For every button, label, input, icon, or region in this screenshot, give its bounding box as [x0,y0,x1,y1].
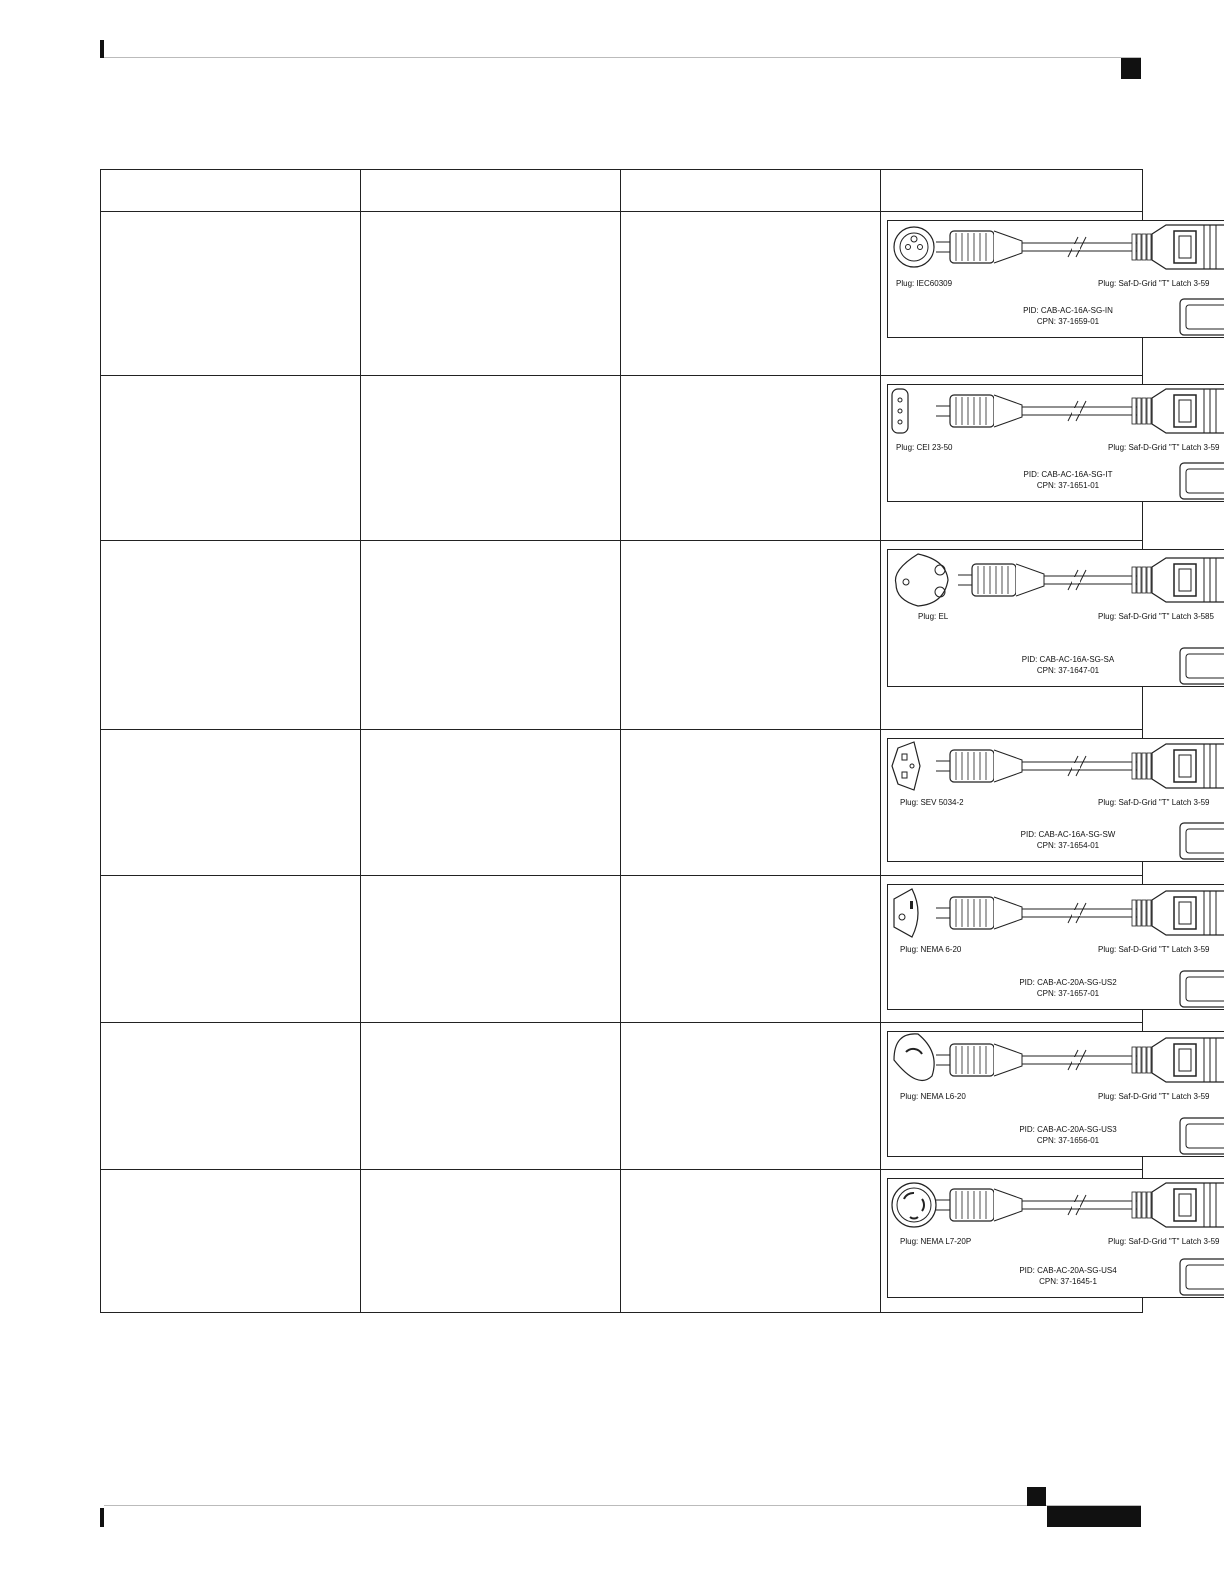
table-cell-2 [361,541,621,730]
pid-text: PID: CAB-AC-16A-SG-SW [1020,830,1116,839]
table-row [101,730,1143,876]
table-row [101,212,1143,376]
product-id-block [943,1124,1193,1146]
table-cell-1 [101,730,361,876]
pid-text: PID: CAB-AC-20A-SG-US3 [1019,1125,1117,1134]
connector-type-label: Plug: Saf-D-Grid "T" Latch 3-59 [1108,1237,1220,1246]
table-cell-2 [361,1023,621,1170]
pid-text: PID: CAB-AC-16A-SG-SA [1021,655,1115,664]
power-cord-table [100,169,1220,1313]
pid-text: PID: CAB-AC-20A-SG-US2 [1019,978,1117,987]
table-cell-3 [621,541,881,730]
table-cell-2 [361,730,621,876]
table-cell-2 [361,212,621,376]
header-cell-2 [361,170,621,212]
table-cell-3 [621,1023,881,1170]
power-cord-image-cell [881,876,1210,1023]
connector-type-label: Plug: Saf-D-Grid "T" Latch 3-59 [1098,945,1210,954]
plug-type-label: Plug: EL [918,612,949,621]
table-cell-1 [101,376,361,541]
table-row [101,541,1143,730]
pid-text: PID: CAB-AC-16A-SG-IT [1023,470,1113,479]
power-cord-illustration [887,384,1224,502]
table-cell-1 [101,541,361,730]
header-rule [104,57,1141,58]
footer-page-bar [1047,1506,1141,1527]
plug-type-label: Plug: SEV 5034-2 [900,798,964,807]
plug-type-label: Plug: NEMA 6-20 [900,945,962,954]
table-row [101,1023,1143,1170]
header-page-tab [1121,58,1141,79]
power-cord-illustration [887,220,1224,338]
power-cord-image-cell [881,1170,1220,1313]
table-cell-1 [101,876,361,1023]
cpn-text: CPN: 37-1654-01 [1036,841,1100,850]
header-mark [100,40,104,58]
connector-type-label: Plug: Saf-D-Grid "T" Latch 3-585 [1098,612,1214,621]
pid-text: PID: CAB-AC-20A-SG-US4 [1019,1266,1117,1275]
power-cord-illustration [887,549,1224,687]
header-cell-3 [621,170,881,212]
header-cell-4 [881,170,1143,212]
table-cell-3 [621,376,881,541]
product-id-block [943,654,1193,676]
plug-type-label: Plug: CEI 23-50 [896,443,953,452]
cpn-text: CPN: 37-1656-01 [1036,1136,1100,1145]
power-cord-image-cell [881,376,1220,541]
table-cell-2 [361,876,621,1023]
connector-type-label: Plug: Saf-D-Grid "T" Latch 3-59 [1098,798,1210,807]
plug-type-label: Plug: NEMA L6-20 [900,1092,966,1101]
product-id-block [943,305,1193,327]
power-cord-illustration [887,884,1224,1010]
footer-rule [104,1505,1141,1506]
connector-type-label: Plug: Saf-D-Grid "T" Latch 3-59 [1108,443,1220,452]
cpn-text: CPN: 37-1645-1 [1039,1277,1097,1286]
plug-type-label: Plug: NEMA L7-20P [900,1237,972,1246]
power-cord-illustration [887,738,1224,862]
product-id-block [943,1265,1193,1287]
product-id-block [943,977,1193,999]
table-row [101,376,1143,541]
table-cell-3 [621,730,881,876]
header-cell-1 [101,170,361,212]
power-cord-image-cell [881,541,1214,730]
power-cord-image-cell [881,730,1210,876]
table-cell-1 [101,212,361,376]
table-cell-2 [361,376,621,541]
power-cord-illustration [887,1178,1224,1298]
product-id-block [943,469,1193,491]
footer-page-square [1027,1487,1046,1506]
connector-type-label: Plug: Saf-D-Grid "T" Latch 3-59 [1098,279,1210,288]
table-row [101,1170,1143,1313]
pid-text: PID: CAB-AC-16A-SG-IN [1023,306,1113,315]
table-cell-3 [621,212,881,376]
power-cord-illustration [887,1031,1224,1157]
cpn-text: CPN: 37-1659-01 [1036,317,1100,326]
connector-type-label: Plug: Saf-D-Grid "T" Latch 3-59 [1098,1092,1210,1101]
cpn-text: CPN: 37-1657-01 [1036,989,1100,998]
power-cord-image-cell [881,212,1210,376]
product-id-block [943,829,1193,851]
plug-type-label: Plug: IEC60309 [896,279,953,288]
cpn-text: CPN: 37-1647-01 [1036,666,1100,675]
power-cord-image-cell [881,1023,1210,1170]
table-cell-3 [621,1170,881,1313]
cpn-text: CPN: 37-1651-01 [1036,481,1100,490]
table-row [101,876,1143,1023]
table-cell-3 [621,876,881,1023]
table-cell-1 [101,1023,361,1170]
table-header-row [101,170,1143,212]
footer-mark [100,1508,104,1527]
table-cell-1 [101,1170,361,1313]
table-cell-2 [361,1170,621,1313]
